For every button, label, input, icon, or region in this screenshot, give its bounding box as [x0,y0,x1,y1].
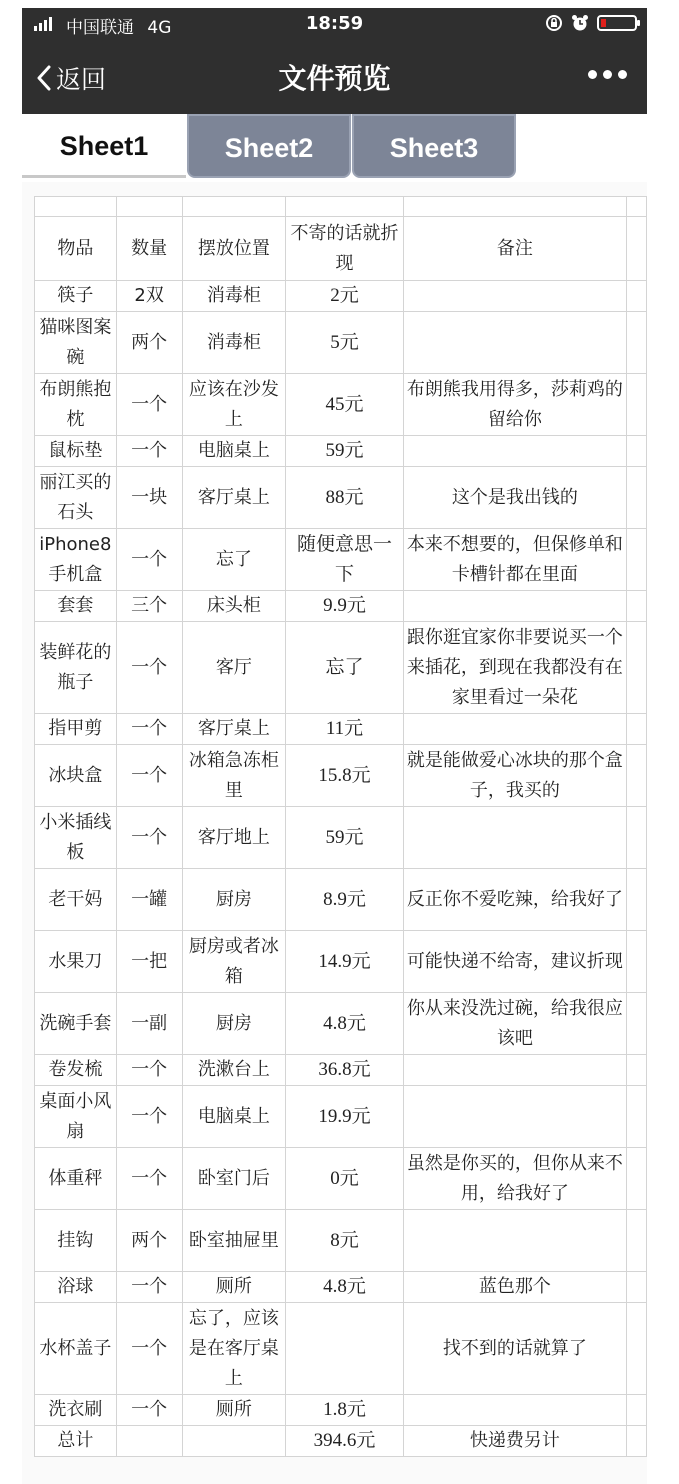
table-cell[interactable]: 一个 [116,1272,182,1303]
table-cell[interactable]: 蓝色那个 [403,1272,626,1303]
table-cell[interactable]: 可能快递不给寄，建议折现 [403,931,626,993]
header-cell[interactable]: 备注 [403,217,626,281]
table-row [35,869,647,931]
header-cell[interactable]: 物品 [35,217,117,281]
table-cell[interactable]: 挂钩 [35,1210,117,1272]
table-row [35,1086,647,1148]
table-cell[interactable]: 一个 [116,1086,182,1148]
table-cell[interactable]: 冰块盒 [35,745,117,807]
table-row [35,714,647,745]
table-cell[interactable]: 8元 [286,1210,404,1272]
empty-cell[interactable] [627,529,647,591]
tab-sheet2[interactable]: Sheet2 [187,114,351,178]
battery-level [601,19,606,27]
blank-cell[interactable] [286,197,404,217]
empty-cell[interactable] [627,1148,647,1210]
tab-sheet1[interactable]: Sheet1 [22,114,186,178]
blank-cell[interactable] [35,197,117,217]
table-cell[interactable]: 卧室门后 [182,1148,286,1210]
table-cell[interactable]: 一个 [116,1055,182,1086]
table-cell[interactable]: 一块 [116,467,182,529]
empty-cell[interactable] [627,807,647,869]
table-cell[interactable]: 一个 [116,807,182,869]
table-cell[interactable] [182,1426,286,1457]
table-cell[interactable]: 一个 [116,529,182,591]
table-cell[interactable]: 就是能做爱心冰块的那个盒子，我买的 [403,745,626,807]
table-cell[interactable]: 两个 [116,1210,182,1272]
carrier-name: 中国联通 [66,18,134,38]
sheet-tabs [22,114,647,180]
table-cell[interactable]: 0元 [286,1148,404,1210]
empty-cell[interactable] [627,1272,647,1303]
table-cell[interactable]: 14.9元 [286,931,404,993]
table-cell[interactable]: 2元 [286,281,404,312]
table-cell[interactable]: 59元 [286,436,404,467]
blank-cell[interactable] [182,197,286,217]
table-cell[interactable]: 两个 [116,312,182,374]
table-cell[interactable]: 4.8元 [286,993,404,1055]
table-cell[interactable]: 快递费另计 [403,1426,626,1457]
table-cell[interactable]: 一罐 [116,869,182,931]
table-cell[interactable]: 一个 [116,374,182,436]
table-row [35,374,647,436]
table-cell[interactable] [403,807,626,869]
table-cell[interactable] [286,1303,404,1395]
table-cell[interactable]: 忘了 [286,622,404,714]
table-cell[interactable]: 394.6元 [286,1426,404,1457]
table-cell[interactable]: 洗漱台上 [182,1055,286,1086]
status-icons [545,14,637,32]
table-cell[interactable]: 88元 [286,467,404,529]
table-cell[interactable]: 厨房 [182,869,286,931]
table-row [35,1395,647,1426]
table-cell[interactable]: 跟你逛宜家你非要说买一个来插花，到现在我都没有在家里看过一朵花 [403,622,626,714]
table-cell[interactable]: 水果刀 [35,931,117,993]
table-cell[interactable]: iPhone8手机盒 [35,529,117,591]
table-cell[interactable]: 8.9元 [286,869,404,931]
table-cell[interactable]: 一个 [116,1148,182,1210]
alarm-icon [571,14,589,32]
table-cell[interactable]: 36.8元 [286,1055,404,1086]
table-cell[interactable]: 一个 [116,436,182,467]
table-cell[interactable]: 一个 [116,622,182,714]
table-cell[interactable]: 客厅 [182,622,286,714]
table-cell[interactable]: 厕所 [182,1395,286,1426]
table-cell[interactable]: 猫咪图案碗 [35,312,117,374]
table-cell[interactable] [403,281,626,312]
table-cell[interactable] [403,1086,626,1148]
table-cell[interactable]: 客厅桌上 [182,467,286,529]
table-cell[interactable]: 洗碗手套 [35,993,117,1055]
header-row [35,217,647,281]
table-cell[interactable]: 找不到的话就算了 [403,1303,626,1395]
table-cell[interactable]: 59元 [286,807,404,869]
empty-cell[interactable] [627,1303,647,1395]
table-cell[interactable]: 厕所 [182,1272,286,1303]
table-cell[interactable]: 这个是我出钱的 [403,467,626,529]
table-cell[interactable]: 忘了 [182,529,286,591]
screen-edge [0,0,22,1484]
empty-cell[interactable] [627,931,647,993]
table-cell[interactable]: 布朗熊我用得多，莎莉鸡的留给你 [403,374,626,436]
table-cell[interactable]: 15.8元 [286,745,404,807]
table-cell[interactable]: 丽江买的石头 [35,467,117,529]
table-cell[interactable]: 布朗熊抱枕 [35,374,117,436]
spreadsheet-viewport[interactable] [22,182,647,1484]
table-cell[interactable]: 电脑桌上 [182,1086,286,1148]
table-row [35,993,647,1055]
table-row [35,622,647,714]
page-title: 文件预览 [278,62,391,95]
table-row [35,312,647,374]
table-cell[interactable]: 指甲剪 [35,714,117,745]
table-cell[interactable]: 一个 [116,1395,182,1426]
table-cell[interactable]: 水杯盖子 [35,1303,117,1395]
back-label: 返回 [56,65,107,94]
table-row [35,745,647,807]
table-cell[interactable]: 卷发梳 [35,1055,117,1086]
table-cell[interactable]: 体重秤 [35,1148,117,1210]
table-cell[interactable]: 三个 [116,591,182,622]
table-cell[interactable]: 2双 [116,281,182,312]
table-cell[interactable]: 一个 [116,1303,182,1395]
table-cell[interactable] [403,1210,626,1272]
table-cell[interactable]: 桌面小风扇 [35,1086,117,1148]
table-cell[interactable]: 随便意思一下 [286,529,404,591]
table-cell[interactable]: 消毒柜 [182,312,286,374]
empty-cell[interactable] [627,1210,647,1272]
table-cell[interactable]: 应该在沙发上 [182,374,286,436]
blank-cell[interactable] [403,197,626,217]
table-cell[interactable]: 卧室抽屉里 [182,1210,286,1272]
table-cell[interactable]: 套套 [35,591,117,622]
table-row [35,467,647,529]
table-cell[interactable]: 厨房 [182,993,286,1055]
table-cell[interactable]: 洗衣刷 [35,1395,117,1426]
table-cell[interactable]: 本来不想要的，但保修单和卡槽针都在里面 [403,529,626,591]
table-cell[interactable]: 一把 [116,931,182,993]
table-cell[interactable]: 客厅地上 [182,807,286,869]
table-cell[interactable]: 9.9元 [286,591,404,622]
table-cell[interactable]: 4.8元 [286,1272,404,1303]
battery-icon [597,15,637,31]
table-cell[interactable]: 45元 [286,374,404,436]
empty-cell[interactable] [627,622,647,714]
table-cell[interactable] [116,1426,182,1457]
empty-cell[interactable] [627,281,647,312]
table-cell[interactable]: 一副 [116,993,182,1055]
blank-row [35,197,647,217]
table-cell[interactable]: 装鲜花的瓶子 [35,622,117,714]
table-cell[interactable]: 反正你不爱吃辣，给我好了 [403,869,626,931]
empty-cell[interactable] [627,745,647,807]
table-cell[interactable] [403,1395,626,1426]
table-cell[interactable]: 筷子 [35,281,117,312]
empty-cell[interactable] [627,993,647,1055]
table-cell[interactable]: 总计 [35,1426,117,1457]
header-cell[interactable]: 数量 [116,217,182,281]
table-cell[interactable]: 虽然是你买的，但你从来不用，给我好了 [403,1148,626,1210]
table-cell[interactable]: 5元 [286,312,404,374]
status-bar [22,8,647,40]
table-row [35,1272,647,1303]
empty-cell[interactable] [627,1395,647,1426]
empty-cell[interactable] [627,1055,647,1086]
table-cell[interactable]: 鼠标垫 [35,436,117,467]
table-row [35,1210,647,1272]
table-row [35,1148,647,1210]
table-cell[interactable]: 电脑桌上 [182,436,286,467]
table-cell[interactable]: 一个 [116,745,182,807]
table-row [35,1426,647,1457]
table-cell[interactable] [403,714,626,745]
table-cell[interactable]: 老干妈 [35,869,117,931]
empty-cell[interactable] [627,714,647,745]
empty-cell[interactable] [627,1086,647,1148]
table-cell[interactable]: 冰箱急冻柜里 [182,745,286,807]
table-cell[interactable]: 1.8元 [286,1395,404,1426]
blank-cell[interactable] [116,197,182,217]
nav-bar [22,40,647,114]
table-row [35,1303,647,1395]
table-cell[interactable]: 19.9元 [286,1086,404,1148]
table-cell[interactable]: 忘了，应该是在客厅桌上 [182,1303,286,1395]
table-cell[interactable]: 床头柜 [182,591,286,622]
table-cell[interactable]: 一个 [116,714,182,745]
table-cell[interactable]: 浴球 [35,1272,117,1303]
table-row [35,436,647,467]
table-cell[interactable]: 小米插线板 [35,807,117,869]
table-row [35,281,647,312]
empty-cell[interactable] [627,312,647,374]
rotation-lock-icon [545,14,563,32]
empty-cell[interactable] [627,436,647,467]
header-cell[interactable]: 摆放位置 [182,217,286,281]
empty-cell[interactable] [627,591,647,622]
table-cell[interactable] [403,591,626,622]
table-cell[interactable]: 客厅桌上 [182,714,286,745]
table-row [35,931,647,993]
blank-cell[interactable] [627,197,647,217]
table-row [35,591,647,622]
header-cell[interactable]: 不寄的话就折现 [286,217,404,281]
table-cell[interactable] [403,312,626,374]
empty-cell[interactable] [627,869,647,931]
empty-cell[interactable] [627,1426,647,1457]
network-type: 4G [147,18,172,38]
empty-cell[interactable] [627,374,647,436]
table-cell[interactable]: 你从来没洗过碗，给我很应该吧 [403,993,626,1055]
table-row [35,529,647,591]
empty-cell[interactable] [627,217,647,281]
more-options-icon[interactable] [588,70,627,79]
table-cell[interactable] [403,1055,626,1086]
table-cell[interactable]: 厨房或者冰箱 [182,931,286,993]
table-cell[interactable]: 消毒柜 [182,281,286,312]
tab-sheet3[interactable]: Sheet3 [352,114,516,178]
status-time: 18:59 [305,13,364,34]
table-row [35,807,647,869]
table-cell[interactable] [403,436,626,467]
empty-cell[interactable] [627,467,647,529]
table-row [35,1055,647,1086]
spreadsheet-table [34,196,647,1457]
table-cell[interactable]: 11元 [286,714,404,745]
